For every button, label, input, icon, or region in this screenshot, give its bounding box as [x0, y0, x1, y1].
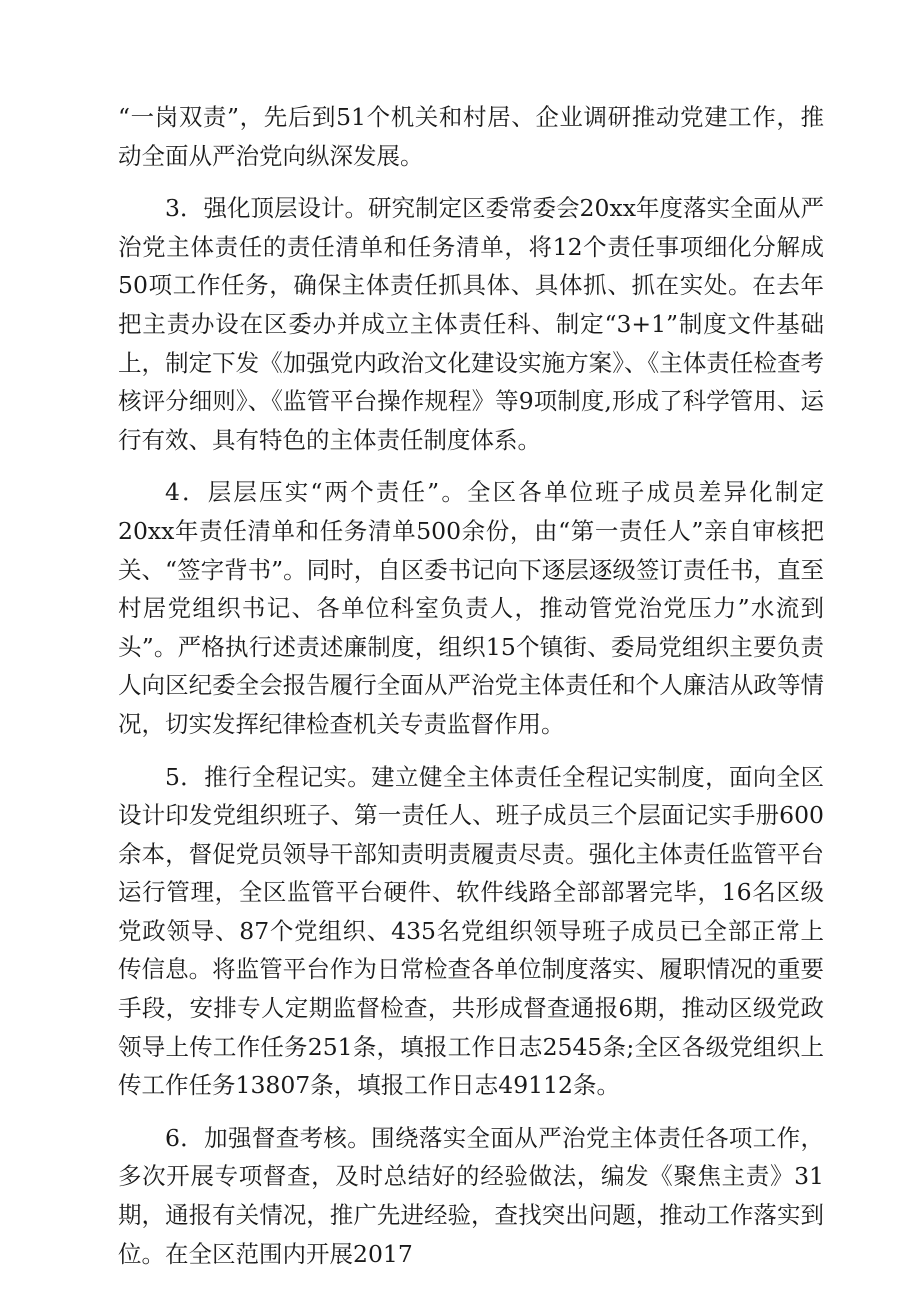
document-body [118, 98, 824, 1273]
paragraph-6-supervision-assessment: 6．加强督查考核。围绕落实全面从严治党主体责任各项工作，多次开展专项督查，及时总结好的经验做法，编发《聚焦主责》31期，通报有关情况，推广先进经验，查找突出问题，推动工作落实到位。在全区范围内开展2017 [118, 1123, 824, 1268]
paragraph-5-full-process-record: 5．推行全程记实。建立健全主体责任全程记实制度，面向全区设计印发党组织班子、第一责任人、班子成员三个层面记实手册600余本，督促党员领导干部知责明责履责尽责。强化主体责任监管平台运行管理，全区监管平台硬件、软件线路全部部署完毕，16名区级党政领导、87个党组织、435名党组织领导班子成员已全部正常上传信息。将监管平台作为日常检查各单位制度落实、履职情况的重要手段，安排专人定期监督检查，共形成督查通报6期，推动区级党政领导上传工作任务251条，填报工作日志2545条;全区各级党组织上传工作任务13807条，填报工作日志49112条。 [118, 762, 824, 1100]
paragraph-4-two-responsibilities: 4．层层压实“两个责任”。全区各单位班子成员差异化制定20xx年责任清单和任务清单500余份，由“第一责任人”亲自审核把关、“签字背书”。同时，自区委书记向下逐层逐级签订责任书，直至村居党组织书记、各单位科室负责人，推动管党治党压力”水流到头”。严格执行述责述廉制度，组织15个镇街、委局党组织主要负责人向区纪委全会报告履行全面从严治党主体责任和个人廉洁从政等情况，切实发挥纪律检查机关专责监督作用。 [118, 478, 824, 738]
paragraph-continued: “一岗双责”，先后到51个机关和村居、企业调研推动党建工作，推动全面从严治党向纵深发展。 [118, 103, 824, 170]
paragraph-3-top-level-design: 3．强化顶层设计。研究制定区委常委会20xx年度落实全面从严治党主体责任的责任清单和任务清单，将12个责任事项细化分解成50项工作任务，确保主体责任抓具体、具体抓、抓在实处。在去年把主责办设在区委办并成立主体责任科、制定“3+1”制度文件基础上，制定下发《加强党内政治文化建设实施方案》、《主体责任检查考核评分细则》、《监管平台操作规程》等9项制度,形成了科学管用、运行有效、具有特色的主体责任制度体系。 [118, 194, 824, 454]
